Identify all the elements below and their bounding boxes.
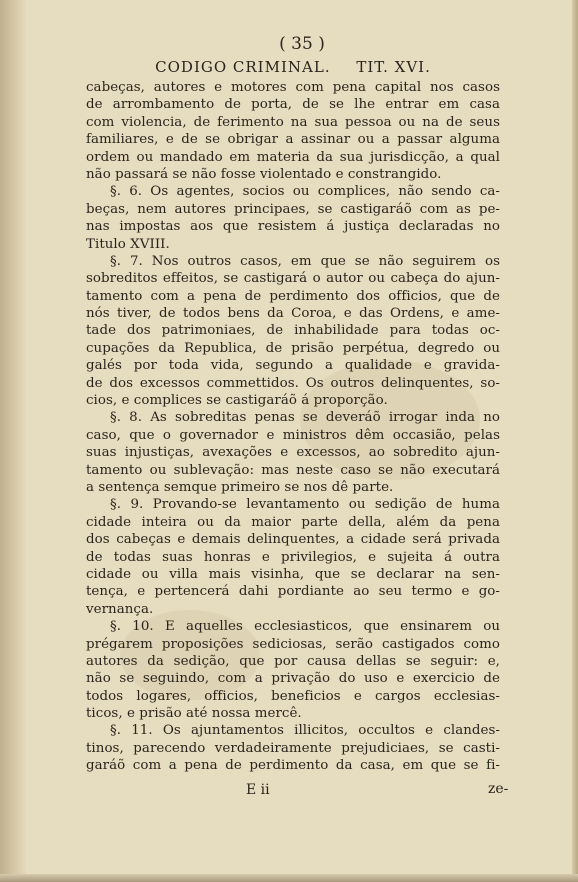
catchword: ze- xyxy=(488,781,509,797)
text-line: §. 11. Os ajuntamentos illicitos, occultos e clandes- xyxy=(110,723,500,739)
text-line: garáõ com a pena de perdimento da casa, em que se fi- xyxy=(86,758,500,774)
text-line: ordem ou mandado em materia da sua jurisdicção, a qual xyxy=(86,149,500,165)
body-text xyxy=(86,79,500,775)
text-line: beças, nem autores principaes, se castigaráõ com as pe- xyxy=(86,201,500,217)
text-line: nas impostas aos que resistem á justiça declaradas no xyxy=(86,219,500,235)
text-line: de arrombamento de porta, de se lhe entrar em casa xyxy=(86,97,500,113)
text-line: cidade ou villa mais visinha, que se declarar na sen- xyxy=(86,566,500,582)
text-line: autores da sedição, que por causa dellas se seguir: e, xyxy=(86,653,500,669)
text-line: §. 10. E aquelles ecclesiasticos, que ensinarem ou xyxy=(110,619,500,635)
page-edge-bottom xyxy=(0,874,578,882)
text-line: prégarem proposições sediciosas, serão castigados como xyxy=(86,636,500,652)
text-line: sobreditos effeitos, se castigará o autor ou cabeça do ajun- xyxy=(86,271,500,287)
text-line: tamento com a pena de perdimento dos officios, que de xyxy=(86,288,500,304)
text-line: a sentença semque primeiro se nos dê parte. xyxy=(86,479,394,495)
running-head xyxy=(86,57,500,77)
running-head-section: TIT. XVI. xyxy=(356,58,431,76)
text-line: com violencia, de ferimento na sua pessoa ou na de seus xyxy=(86,114,500,130)
text-line: §. 7. Nos outros casos, em que se não seguirem os xyxy=(110,253,500,269)
text-line: Titulo XVIII. xyxy=(86,236,170,252)
text-line: não se seguindo, com a privação do uso e exercicio de xyxy=(86,671,500,687)
text-line: cidade inteira ou da maior parte della, além da pena xyxy=(86,514,500,530)
text-line: cabeças, autores e motores com pena capital nos casos xyxy=(86,80,500,95)
page-content xyxy=(86,34,500,775)
text-line: tinos, parecendo verdadeiramente prejudiciaes, se casti- xyxy=(86,740,500,756)
signature-mark: E ii xyxy=(246,782,270,798)
text-line: §. 9. Provando-se levantamento ou sedição de huma xyxy=(110,497,500,513)
running-head-title: CODIGO CRIMINAL. xyxy=(155,58,331,76)
text-line: todos logares, officios, beneficios e cargos ecclesias- xyxy=(86,688,500,704)
text-line: cupações da Republica, de prisão perpétua, degredo ou xyxy=(86,340,500,356)
text-line: §. 6. Os agentes, socios ou complices, não sendo ca- xyxy=(110,184,500,200)
text-line: de dos excessos commettidos. Os outros delinquentes, so- xyxy=(86,375,500,391)
text-line: vernança. xyxy=(86,601,154,617)
text-line: familiares, e de se obrigar a assinar ou a passar alguma xyxy=(86,132,500,148)
text-line: não passará se não fosse violentado e constrangido. xyxy=(86,166,442,182)
text-line: dos cabeças e demais delinquentes, a cidade será privada xyxy=(86,532,500,548)
page-edge-right xyxy=(572,0,578,882)
text-line: caso, que o governador e ministros dêm occasião, pelas xyxy=(86,427,500,443)
text-line: nós tiver, de todos bens da Coroa, e das Ordens, e ame- xyxy=(86,306,500,322)
page-number: ( 35 ) xyxy=(279,34,325,54)
text-line: tamento ou sublevação: mas neste caso se não executará xyxy=(86,462,500,478)
text-line: galés por toda vida, segundo a qualidade e gravida- xyxy=(86,358,500,374)
text-line: tade dos patrimoniaes, de inhabilidade para todas oc- xyxy=(86,323,500,339)
book-gutter xyxy=(0,0,26,882)
text-line: cios, e complices se castigaráõ á proporção. xyxy=(86,393,388,409)
text-line: tença, e pertencerá dahi pordiante ao seu termo e go- xyxy=(86,584,500,600)
text-line: suas injustiças, avexações e excessos, ao sobredito ajun- xyxy=(86,445,500,461)
text-line: ticos, e prisão até nossa mercê. xyxy=(86,706,302,722)
text-line: §. 8. As sobreditas penas se deveráõ irrogar inda no xyxy=(110,410,500,426)
text-line: de todas suas honras e privilegios, e sujeita á outra xyxy=(86,549,500,565)
